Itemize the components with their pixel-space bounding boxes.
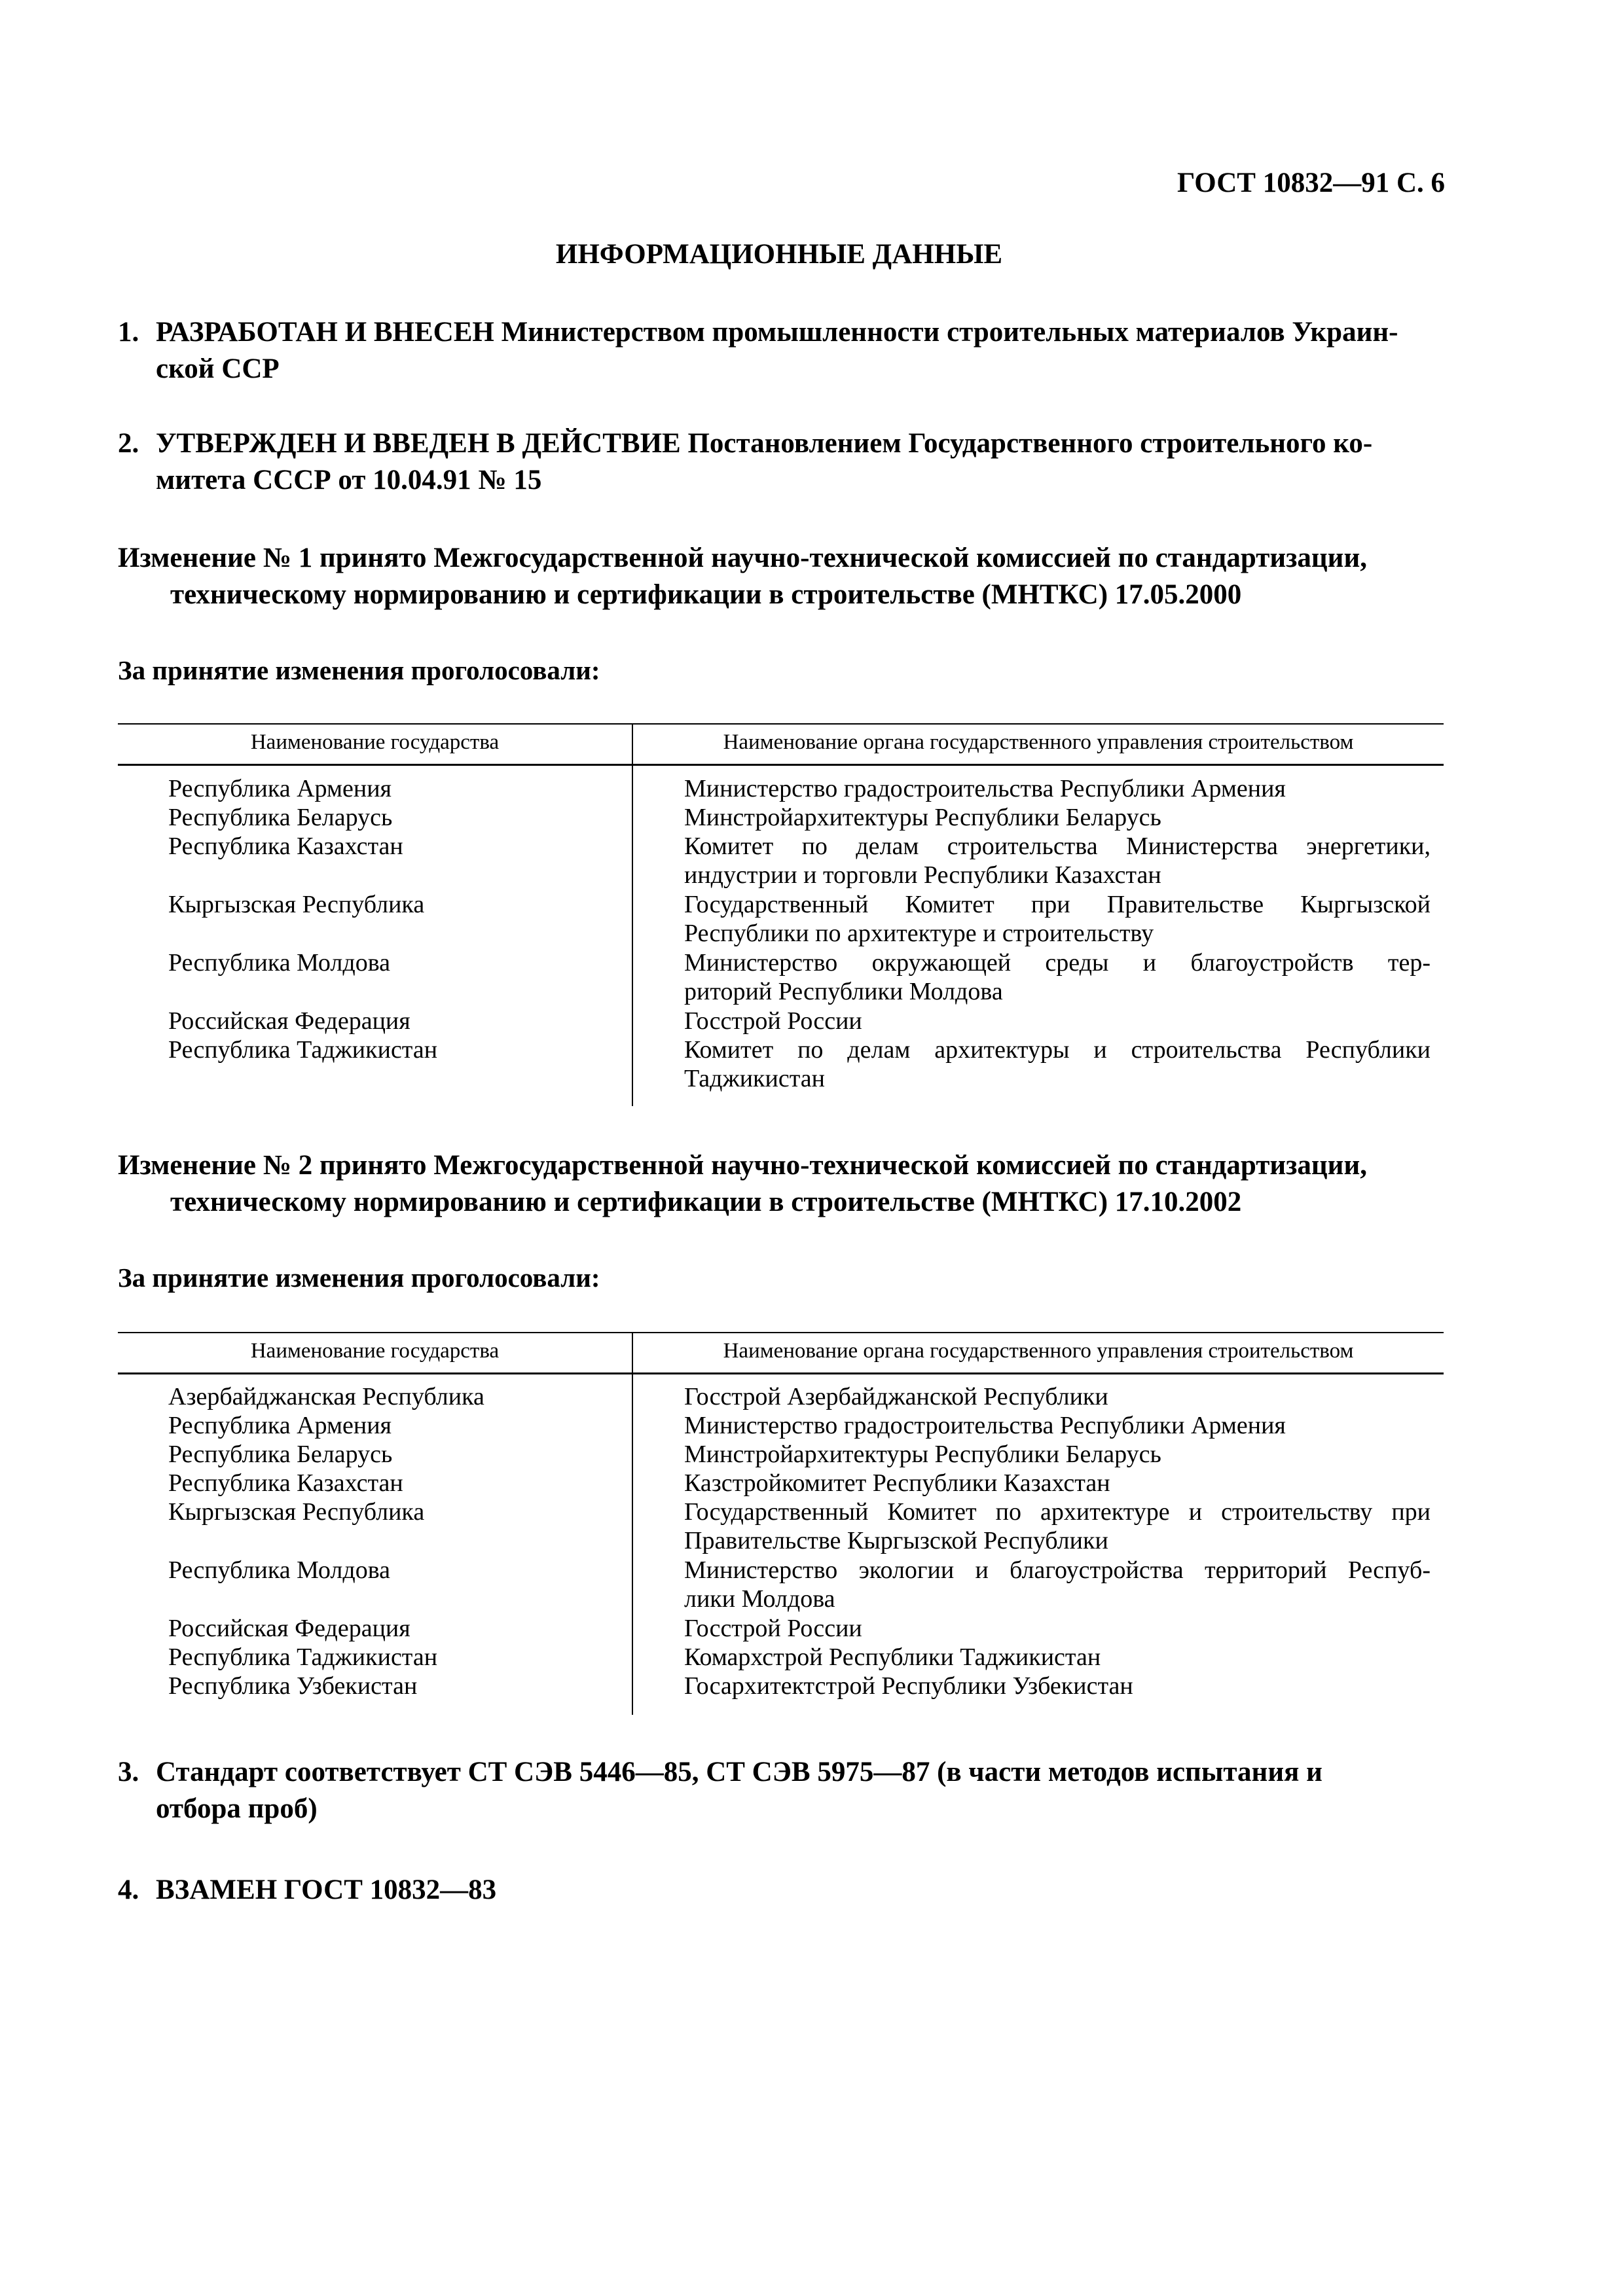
table-cell-body: Минстройархитектуры Республики Беларусь: [684, 804, 1161, 831]
table-cell-body: индустрии и торговли Республики Казахстан: [684, 861, 1161, 889]
change-1-statement: [118, 540, 1440, 613]
table-cell-state: Республика Молдова: [168, 949, 391, 977]
table-cell-state: Республика Беларусь: [168, 804, 393, 831]
table-cell-state: Российская Федерация: [168, 1007, 410, 1035]
change-2-statement: [118, 1147, 1440, 1221]
table-cell-body: Комитет по делам строительства Министерства энергетики,: [684, 833, 1431, 860]
table-cell-body: Казстройкомитет Республики Казахстан: [684, 1469, 1110, 1497]
table-cell-state: Республика Армения: [168, 775, 392, 802]
table-cell-body: Государственный Комитет по архитектуре и строительству при: [684, 1498, 1431, 1526]
table-cell-state: Республика Узбекистан: [168, 1672, 418, 1700]
table-header-state: Наименование государства: [250, 1339, 500, 1363]
table-cell-body: Министерство градостроительства Республики Армения: [684, 775, 1286, 802]
page-header: ГОСТ 10832—91 С. 6: [1176, 168, 1445, 198]
change-line: техническому нормированию и сертификации в строительстве (МНТКС) 17.10.2002: [170, 1187, 1242, 1217]
change-line: техническому нормированию и сертификации в строительстве (МНТКС) 17.05.2000: [170, 579, 1242, 610]
change-line: Изменение № 2 принято Межгосударственной научно-технической комиссией по стандартизации,: [118, 1150, 1367, 1181]
table-cell-body: риторий Республики Молдова: [684, 978, 1003, 1005]
item-text: Стандарт соответствует СТ СЭВ 5446—85, СТ СЭВ 5975—87 (в части методов испытания и: [156, 1757, 1322, 1787]
info-item-1: [118, 314, 1440, 387]
item-heading: РАЗРАБОТАН И ВНЕСЕН: [156, 317, 494, 348]
table-cell-state: Кыргызская Республика: [168, 1498, 425, 1526]
table-cell-body: Республики по архитектуре и строительству: [684, 920, 1154, 947]
table-cell-body: Правительстве Кыргызской Республики: [684, 1527, 1108, 1554]
table-cell-body: Госстрой Азербайджанской Республики: [684, 1383, 1108, 1410]
table-cell-body: лики Молдова: [684, 1585, 835, 1613]
table-cell-body: Комархстрой Республики Таджикистан: [684, 1643, 1101, 1671]
page-title: ИНФОРМАЦИОННЫЕ ДАННЫЕ: [555, 239, 1003, 270]
table-cell-state: Республика Беларусь: [168, 1441, 393, 1468]
table-header-rule: [118, 764, 1444, 766]
table-cell-body: Минстройархитектуры Республики Беларусь: [684, 1441, 1161, 1468]
table-cell-body: Госстрой России: [684, 1007, 862, 1035]
table-column-divider: [632, 1332, 633, 1715]
table-cell-state: Республика Молдова: [168, 1556, 391, 1584]
table-top-rule: [118, 723, 1444, 725]
item-text: ВЗАМЕН ГОСТ 10832—83: [156, 1874, 497, 1905]
table-cell-state: Азербайджанская Республика: [168, 1383, 484, 1410]
table-cell-state: Кыргызская Республика: [168, 891, 425, 918]
table-header-body: Наименование органа государственного управления строительством: [723, 730, 1354, 754]
item-heading: УТВЕРЖДЕН И ВВЕДЕН В ДЕЙСТВИЕ: [156, 428, 681, 459]
item-text-cont: отбора проб): [156, 1793, 318, 1824]
info-item-4: [118, 1872, 1440, 1909]
table-cell-state: Республика Казахстан: [168, 833, 403, 860]
info-item-2: [118, 425, 1440, 499]
table-cell-state: Республика Таджикистан: [168, 1643, 438, 1671]
table-cell-body: Государственный Комитет при Правительстве Кыргызской: [684, 891, 1431, 918]
voted-label: За принятие изменения проголосовали:: [118, 1263, 600, 1293]
table-header-rule: [118, 1372, 1444, 1374]
table-cell-body: Министерство экологии и благоустройства территорий Респуб-: [684, 1556, 1431, 1584]
table-cell-body: Таджикистан: [684, 1065, 825, 1092]
item-number: 4.: [118, 1874, 139, 1905]
table-cell-state: Республика Таджикистан: [168, 1036, 438, 1064]
item-number: 1.: [118, 317, 139, 348]
table-header-body: Наименование органа государственного управления строительством: [723, 1339, 1354, 1363]
table-cell-body: Госархитектстрой Республики Узбекистан: [684, 1672, 1133, 1700]
table-cell-state: Республика Казахстан: [168, 1469, 403, 1497]
voted-label: За принятие изменения проголосовали:: [118, 655, 600, 685]
item-number: 2.: [118, 428, 139, 459]
table-cell-body: Комитет по делам архитектуры и строительства Республики: [684, 1036, 1431, 1064]
table-cell-body: Госстрой России: [684, 1615, 862, 1642]
table-top-rule: [118, 1332, 1444, 1333]
item-text: Постановлением Государственного строительного ко-: [680, 428, 1373, 459]
table-cell-state: Российская Федерация: [168, 1615, 410, 1642]
item-text-cont: ской ССР: [156, 353, 280, 384]
item-text-cont: митета СССР от 10.04.91 № 15: [156, 465, 542, 495]
table-header-state: Наименование государства: [250, 730, 500, 754]
item-text: Министерством промышленности строительных материалов Украин-: [494, 317, 1398, 348]
table-cell-body: Министерство окружающей среды и благоустройств тер-: [684, 949, 1431, 977]
item-number: 3.: [118, 1757, 139, 1787]
change-line: Изменение № 1 принято Межгосударственной научно-технической комиссией по стандартизации,: [118, 543, 1367, 573]
table-cell-body: Министерство градостроительства Республики Армения: [684, 1412, 1286, 1439]
table-column-divider: [632, 723, 633, 1106]
table-cell-state: Республика Армения: [168, 1412, 392, 1439]
info-item-3: [118, 1754, 1440, 1827]
